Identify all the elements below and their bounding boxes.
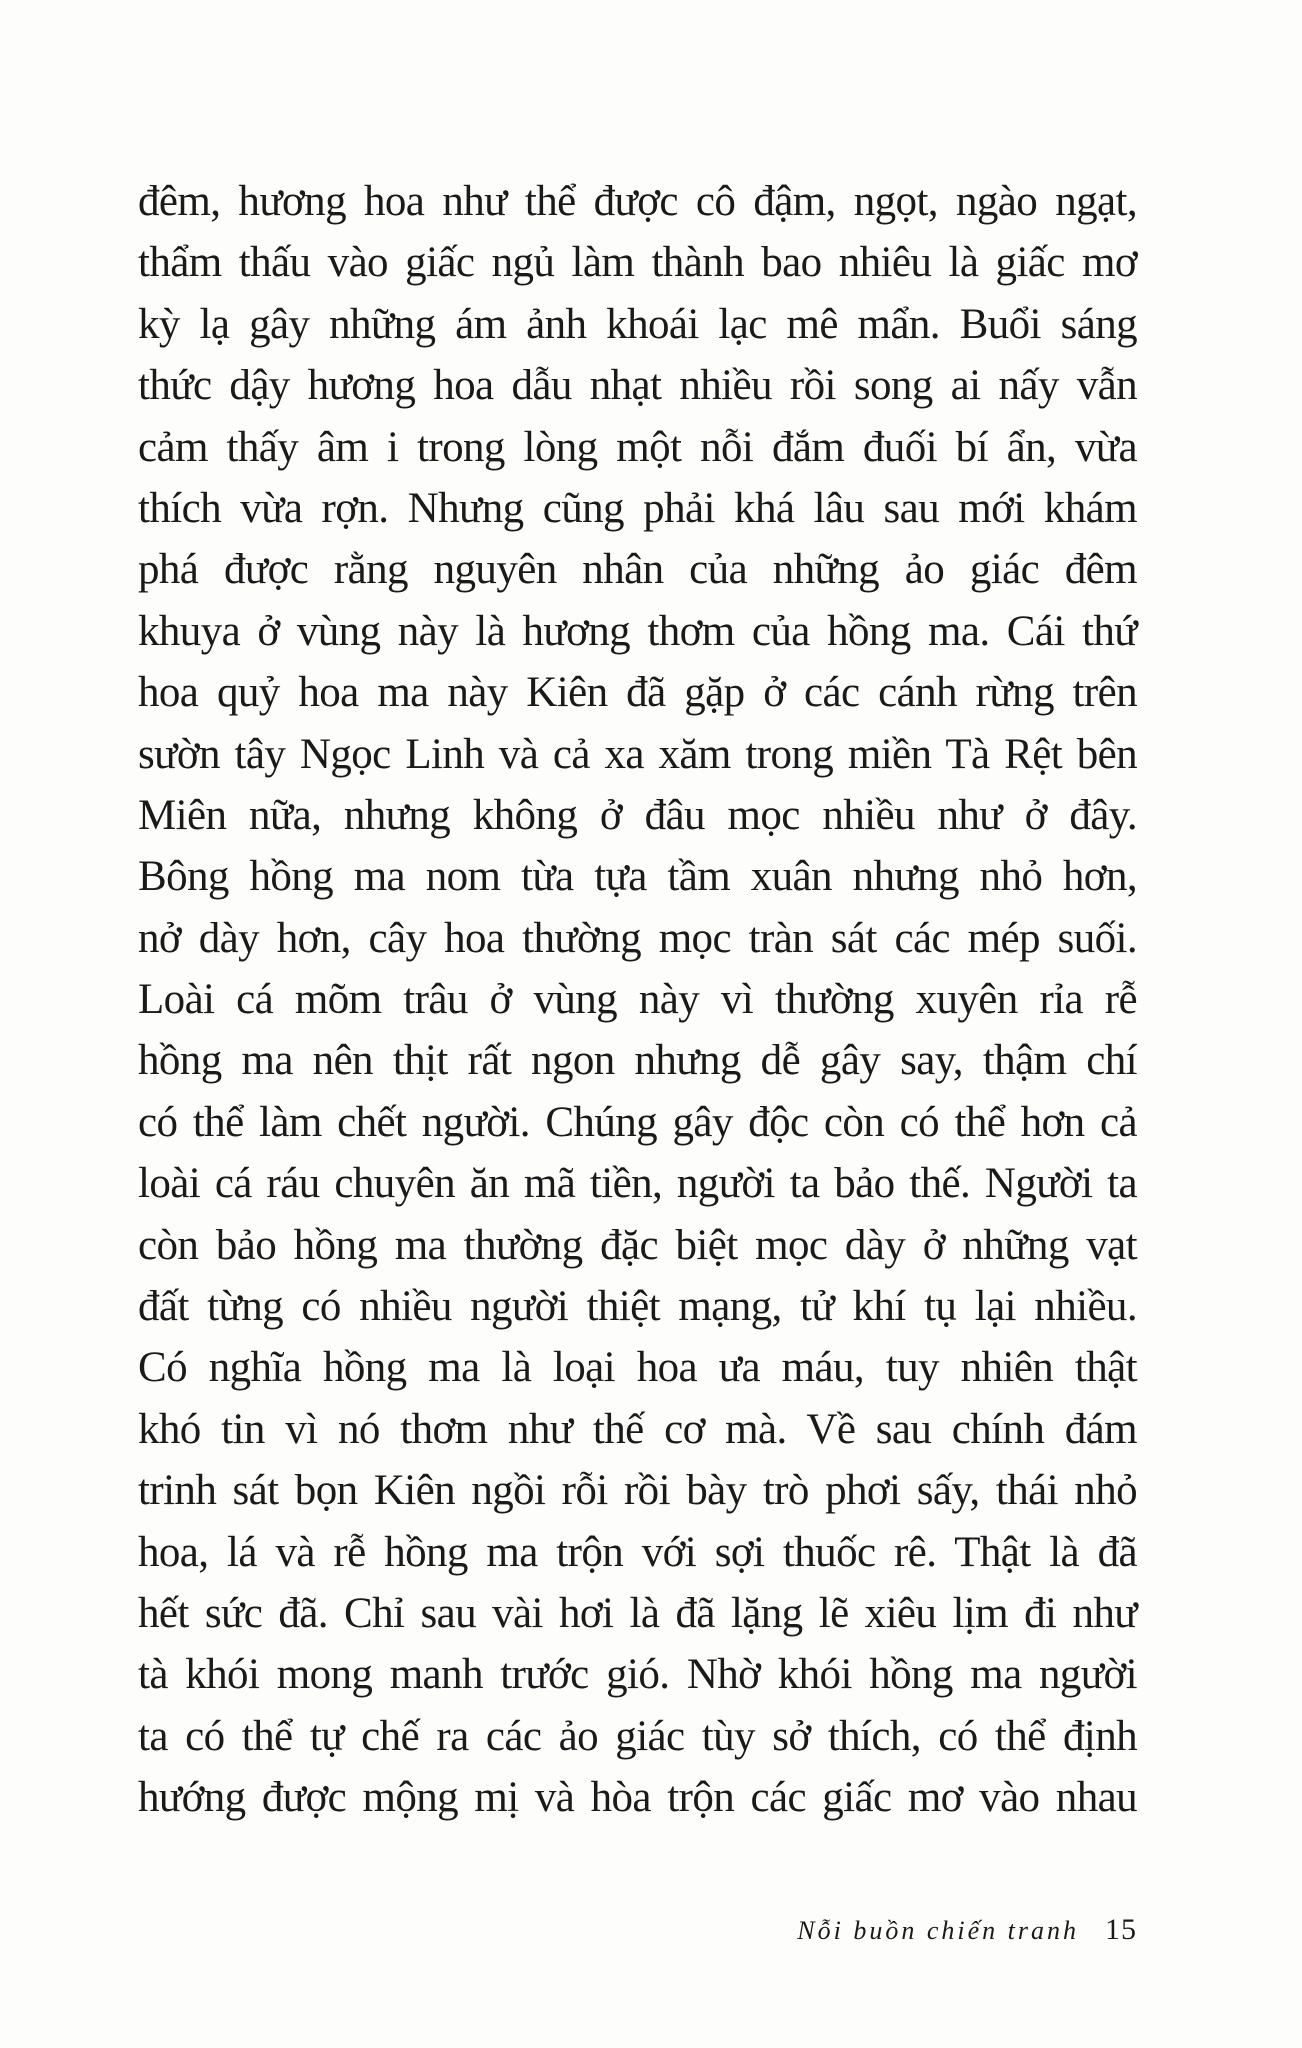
body-text <box>138 171 1137 1829</box>
text-line: hồng ma nên thịt rất ngon nhưng dễ gây say, thậm chí <box>138 1037 1137 1085</box>
text-line: Bông hồng ma nom từa tựa tầm xuân nhưng nhỏ hơn, <box>138 853 1137 901</box>
text-line: có thể làm chết người. Chúng gây độc còn có thể hơn cả <box>138 1098 1137 1146</box>
text-line: nở dày hơn, cây hoa thường mọc tràn sát các mép suối. <box>138 914 1137 962</box>
page-number: 15 <box>1105 1913 1137 1946</box>
page-footer <box>797 1908 1137 1952</box>
text-line: thẩm thấu vào giấc ngủ làm thành bao nhiêu là giấc mơ <box>138 239 1137 287</box>
text-line: còn bảo hồng ma thường đặc biệt mọc dày ở những vạt <box>138 1221 1137 1269</box>
text-line: thức dậy hương hoa dẫu nhạt nhiều rồi song ai nấy vẫn <box>138 362 1137 410</box>
text-line: hướng được mộng mị và hòa trộn các giấc mơ vào nhau <box>138 1774 1137 1822</box>
text-line: đất từng có nhiều người thiệt mạng, tử khí tụ lại nhiều. <box>138 1283 1137 1331</box>
text-line: hoa, lá và rễ hồng ma trộn với sợi thuốc rê. Thật là đã <box>138 1528 1137 1576</box>
running-title: Nỗi buồn chiến tranh <box>797 1916 1079 1945</box>
text-line: Có nghĩa hồng ma là loại hoa ưa máu, tuy nhiên thật <box>138 1344 1137 1392</box>
text-line: tà khói mong manh trước gió. Nhờ khói hồng ma người <box>138 1651 1137 1699</box>
text-line: khuya ở vùng này là hương thơm của hồng ma. Cái thứ <box>138 607 1137 655</box>
text-line: phá được rằng nguyên nhân của những ảo giác đêm <box>138 546 1137 594</box>
text-line: khó tin vì nó thơm như thế cơ mà. Về sau chính đám <box>138 1405 1137 1453</box>
text-line: hết sức đã. Chỉ sau vài hơi là đã lặng lẽ xiêu lịm đi như <box>138 1589 1137 1637</box>
text-line: ta có thể tự chế ra các ảo giác tùy sở thích, có thể định <box>138 1712 1137 1760</box>
text-line: sườn tây Ngọc Linh và cả xa xăm trong miền Tà Rệt bên <box>138 730 1137 778</box>
text-line: thích vừa rợn. Nhưng cũng phải khá lâu sau mới khám <box>138 484 1137 532</box>
text-line: cảm thấy âm i trong lòng một nỗi đắm đuối bí ẩn, vừa <box>138 423 1137 471</box>
text-line: loài cá ráu chuyên ăn mã tiền, người ta bảo thế. Người ta <box>138 1160 1137 1208</box>
text-line: kỳ lạ gây những ám ảnh khoái lạc mê mẩn. Buổi sáng <box>138 300 1137 348</box>
text-line: trinh sát bọn Kiên ngồi rỗi rồi bày trò phơi sấy, thái nhỏ <box>138 1467 1137 1515</box>
text-line: Miên nữa, nhưng không ở đâu mọc nhiều như ở đây. <box>138 791 1137 839</box>
text-line: Loài cá mõm trâu ở vùng này vì thường xuyên rỉa rễ <box>138 976 1137 1024</box>
text-line: hoa quỷ hoa ma này Kiên đã gặp ở các cánh rừng trên <box>138 669 1137 717</box>
text-line: đêm, hương hoa như thể được cô đậm, ngọt, ngào ngạt, <box>138 178 1137 225</box>
